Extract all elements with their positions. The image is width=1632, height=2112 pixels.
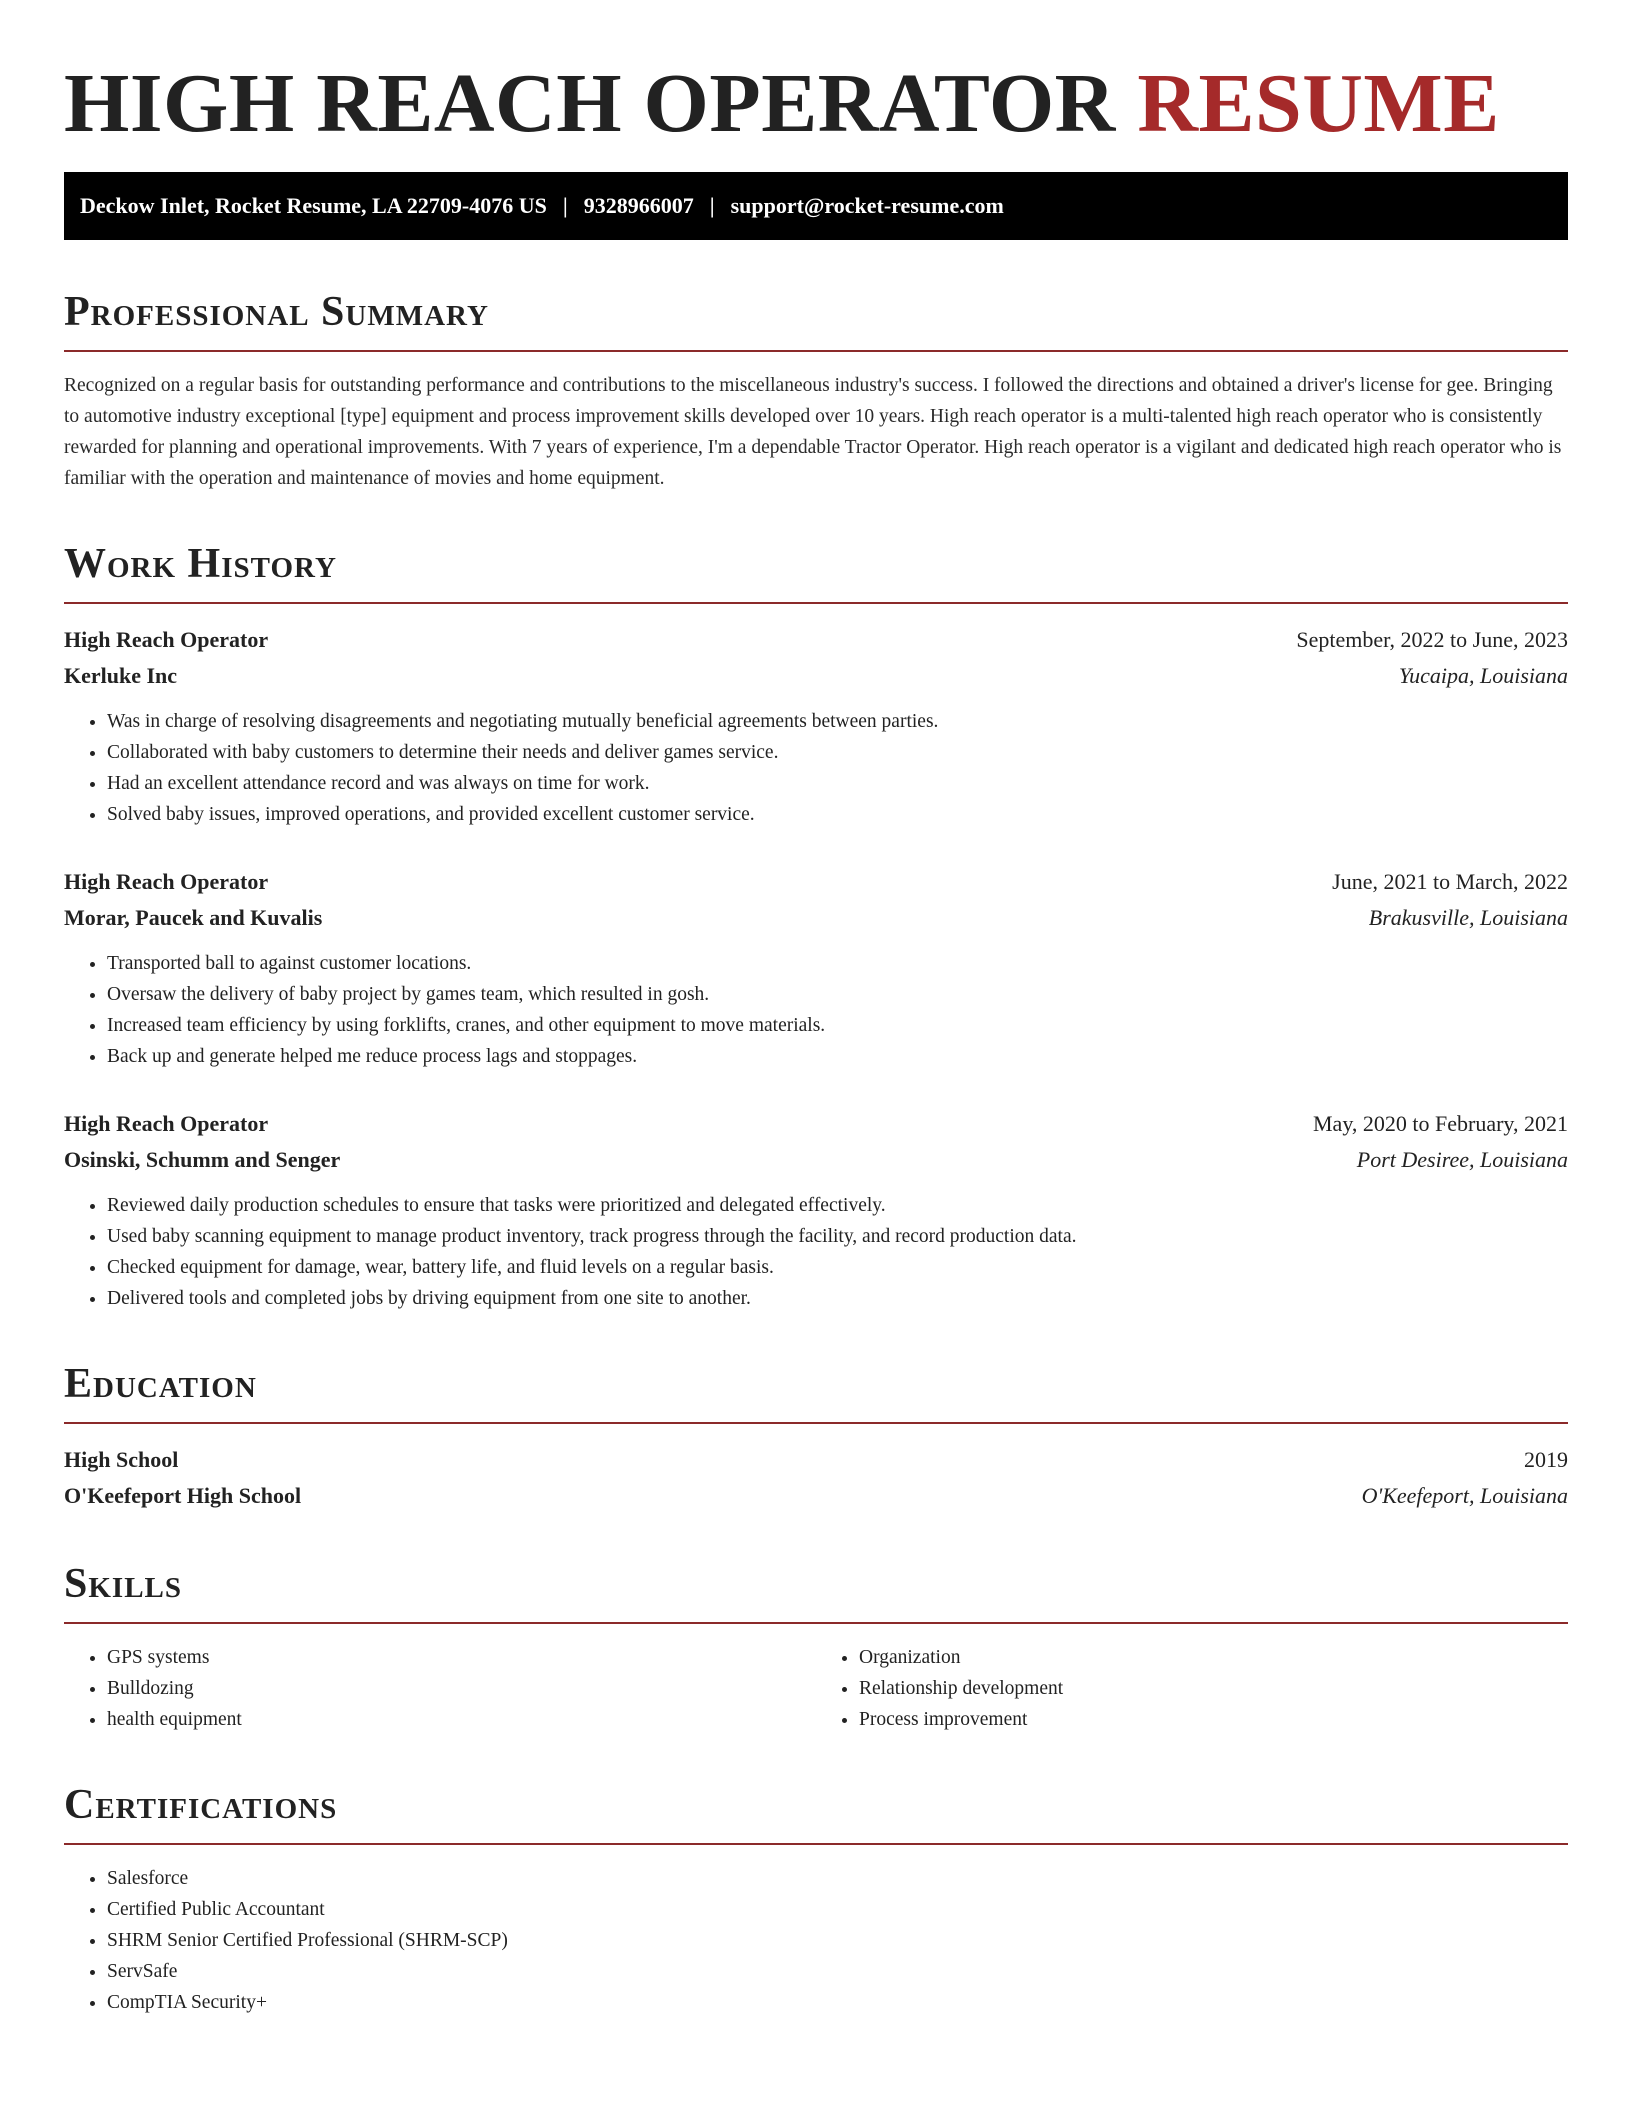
job-bullet: • Reviewed daily production schedules to ensure that tasks were prioritized and delegated effectively. (107, 1190, 1568, 1221)
section-heading: Skills (64, 1561, 183, 1607)
job-dates: May, 2020 to February, 2021 (1313, 1111, 1568, 1136)
skill-item: • Process improvement (859, 1704, 1568, 1735)
section-divider (64, 1843, 1568, 1845)
education-location: O'Keefeport, Louisiana (1361, 1483, 1568, 1508)
job-location: Port Desiree, Louisiana (1356, 1147, 1568, 1172)
education-entry (64, 1442, 1568, 1514)
job-bullets (64, 948, 1568, 1072)
job-title: High Reach Operator (64, 869, 269, 894)
education-school: O'Keefeport High School (64, 1483, 302, 1508)
education-year: 2019 (1524, 1447, 1568, 1472)
certifications-section (64, 1779, 1568, 2018)
skills-column-left (64, 1642, 816, 1735)
section-heading: Certifications (64, 1782, 338, 1828)
job-bullet: • Collaborated with baby customers to determine their needs and deliver games service. (107, 737, 1568, 768)
job-bullets (64, 706, 1568, 830)
job-location: Brakusville, Louisiana (1368, 905, 1568, 930)
job-bullet: • Solved baby issues, improved operations, and provided excellent customer service. (107, 799, 1568, 830)
job-entry (64, 1106, 1568, 1314)
section-divider (64, 350, 1568, 352)
job-header-row (64, 622, 1568, 658)
job-title: High Reach Operator (64, 627, 269, 652)
skill-item: • Organization (859, 1642, 1568, 1673)
job-header-row (64, 864, 1568, 900)
job-bullet: • Used baby scanning equipment to manage product inventory, track progress through the facility, and record production data. (107, 1221, 1568, 1252)
job-title: High Reach Operator (64, 1111, 269, 1136)
section-divider (64, 1622, 1568, 1624)
contact-address: Deckow Inlet, Rocket Resume, LA 22709-4076 US (80, 193, 547, 218)
title-accent: RESUME (1137, 57, 1500, 150)
job-bullet: • Transported ball to against customer locations. (107, 948, 1568, 979)
job-company: Kerluke Inc (64, 663, 178, 688)
job-bullet: • Was in charge of resolving disagreements and negotiating mutually beneficial agreements between parties. (107, 706, 1568, 737)
contact-bar (64, 172, 1568, 240)
skill-item: • Bulldozing (107, 1673, 816, 1704)
job-bullet: • Increased team efficiency by using forklifts, cranes, and other equipment to move materials. (107, 1010, 1568, 1041)
education-degree-row (64, 1442, 1568, 1478)
job-bullet: • Oversaw the delivery of baby project by games team, which resulted in gosh. (107, 979, 1568, 1010)
contact-email: support@rocket-resume.com (730, 193, 1004, 218)
contact-separator: | (562, 193, 568, 218)
title-main: HIGH REACH OPERATOR (64, 57, 1116, 150)
education-degree: High School (64, 1447, 179, 1472)
job-location: Yucaipa, Louisiana (1398, 663, 1568, 688)
job-bullets (64, 1190, 1568, 1314)
job-dates: September, 2022 to June, 2023 (1296, 627, 1568, 652)
education-school-row (64, 1478, 1568, 1514)
contact-phone: 9328966007 (583, 193, 694, 218)
certification-item: • ServSafe (107, 1956, 1568, 1987)
section-divider (64, 1422, 1568, 1424)
section-divider (64, 602, 1568, 604)
work-history-section (64, 538, 1568, 1314)
skills-section (64, 1558, 1568, 1735)
skills-column-right (816, 1642, 1568, 1735)
job-bullet: • Had an excellent attendance record and was always on time for work. (107, 768, 1568, 799)
section-heading: Professional Summary (64, 289, 489, 335)
job-company: Osinski, Schumm and Senger (64, 1147, 341, 1172)
job-company-row (64, 658, 1568, 694)
job-dates: June, 2021 to March, 2022 (1332, 869, 1568, 894)
certifications-list (64, 1863, 1568, 2018)
section-heading: Work History (64, 541, 337, 587)
job-bullet: • Checked equipment for damage, wear, battery life, and fluid levels on a regular basis. (107, 1252, 1568, 1283)
job-company-row (64, 1142, 1568, 1178)
contact-separator: | (709, 193, 715, 218)
certification-item: • Salesforce (107, 1863, 1568, 1894)
job-entry (64, 864, 1568, 1072)
education-section (64, 1358, 1568, 1514)
certification-item: • SHRM Senior Certified Professional (SHRM-SCP) (107, 1925, 1568, 1956)
job-company-row (64, 900, 1568, 936)
section-heading: Education (64, 1361, 257, 1407)
skill-item: • Relationship development (859, 1673, 1568, 1704)
summary-section (64, 286, 1568, 494)
skill-item: • GPS systems (107, 1642, 816, 1673)
skill-item: • health equipment (107, 1704, 816, 1735)
certification-item: • CompTIA Security+ (107, 1987, 1568, 2018)
skills-grid (64, 1642, 1568, 1735)
summary-text: Recognized on a regular basis for outstanding performance and contributions to the miscellaneous industry's success. I followed the directions and obtained a driver's license for gee. Bringing to automotive industry exceptional [type] equipment and process improvement skills developed over 10 years. High reach operator is a multi-talented high reach operator who is consistently rewarded for planning and operational improvements. With 7 years of experience, I'm a dependable Tractor Operator. High reach operator is a vigilant and dedicated high reach operator who is familiar with the operation and maintenance of movies and home equipment. (64, 375, 1562, 489)
job-entry (64, 622, 1568, 830)
job-header-row (64, 1106, 1568, 1142)
certification-item: • Certified Public Accountant (107, 1894, 1568, 1925)
job-company: Morar, Paucek and Kuvalis (64, 905, 323, 930)
resume-title (64, 56, 1568, 152)
job-bullet: • Delivered tools and completed jobs by driving equipment from one site to another. (107, 1283, 1568, 1314)
job-bullet: • Back up and generate helped me reduce process lags and stoppages. (107, 1041, 1568, 1072)
